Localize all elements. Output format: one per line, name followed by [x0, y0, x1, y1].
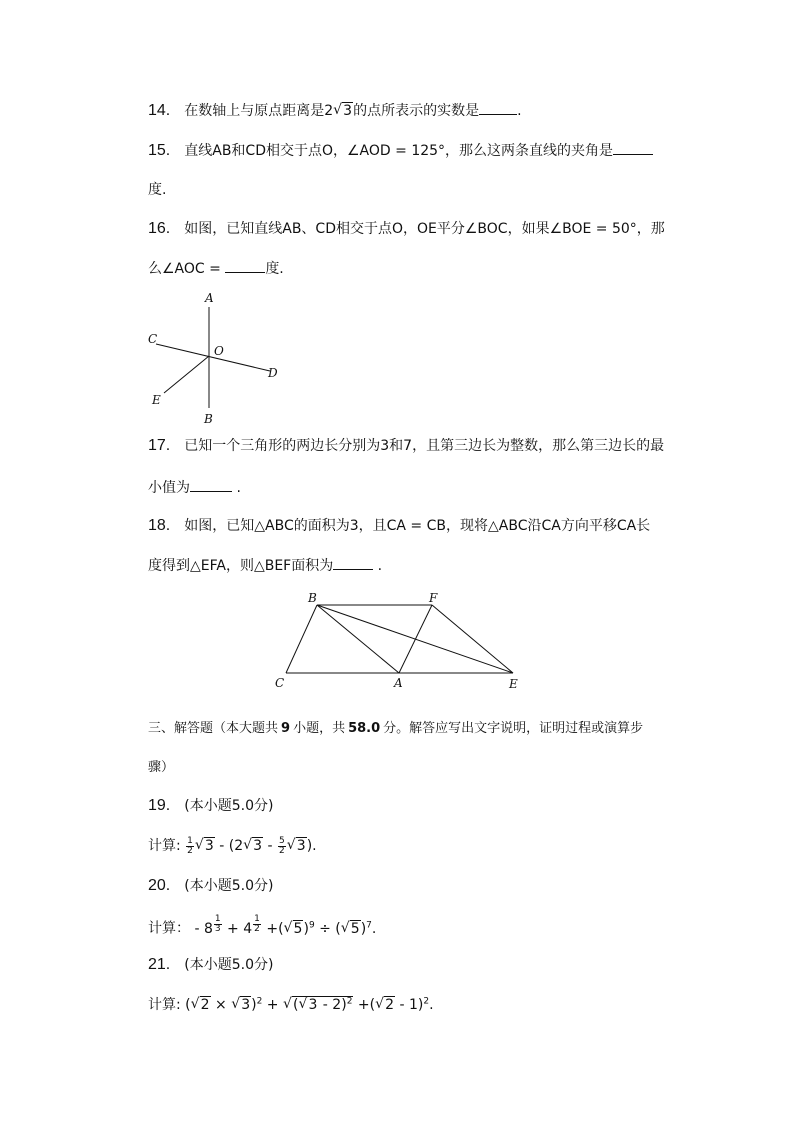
question-16-line2: [148, 258, 284, 279]
calc-label: 计算:: [148, 997, 181, 1013]
answer-blank[interactable]: [613, 140, 653, 155]
question-16: [148, 219, 665, 239]
question-number: 14.: [148, 102, 171, 119]
label-A: A: [205, 291, 214, 305]
section-heading: [148, 719, 643, 739]
question-14: [148, 100, 522, 121]
math-expression: (√ 2 × √ 3)$^2$ + √ (√ 3 - 2)$^2$ +(√ 2 - 1)$^2$.: [185, 997, 433, 1013]
question-number: 21.: [148, 956, 171, 973]
question-19: [148, 796, 273, 816]
question-number: 19.: [148, 797, 171, 814]
label-O: O: [214, 344, 224, 358]
segment-bc: [286, 605, 317, 673]
question-text-cont: 度.: [148, 182, 167, 198]
section-heading-line2: [148, 758, 174, 778]
label-A: A: [394, 676, 403, 690]
question-score: (本小题5.0分): [184, 957, 274, 973]
section-text-cont: 小题，共: [293, 721, 346, 736]
question-text: 如图，已知直线AB、CD相交于点O，OE平分∠BOC，如果∠BOE = 50°，那: [184, 221, 665, 237]
question-15-line2: [148, 180, 166, 200]
section-text-cont2: 分。解答应写出文字说明，证明过程或演算步: [383, 721, 644, 736]
question-text-end: .: [232, 480, 241, 496]
question-text: 如图，已知△ABC的面积为3，且CA = CB，现将△ABC沿CA方向平移CA长: [184, 518, 651, 534]
answer-blank[interactable]: [333, 555, 373, 570]
answer-blank[interactable]: [190, 477, 232, 492]
math-expression: $\frac{1}{2}$ √ 3 - (2√ 3 - $\frac{5}{2}$ √ 3).: [185, 838, 316, 854]
figure-18: [268, 588, 528, 693]
question-number: 20.: [148, 877, 171, 894]
answer-blank[interactable]: [479, 100, 517, 115]
answer-blank[interactable]: [225, 258, 265, 273]
ray-oe: [164, 356, 209, 393]
question-text: 在数轴上与原点距离是2: [184, 103, 334, 119]
segment-ba: [317, 605, 399, 673]
question-number: 18.: [148, 517, 171, 534]
sqrt-symbol: √ 3: [333, 101, 353, 121]
question-17: [148, 436, 664, 456]
segment-fe: [432, 605, 513, 673]
question-18-line2: [148, 555, 382, 576]
figure-16: [140, 288, 290, 428]
question-text-cont: 度得到△EFA，则△BEF面积为: [148, 558, 334, 574]
segment-fa: [399, 605, 432, 673]
question-number: 16.: [148, 220, 171, 237]
line-cd: [156, 344, 270, 371]
question-20-expression: [148, 915, 376, 939]
question-text-end: .: [517, 103, 522, 119]
question-text-cont: 的点所表示的实数是: [353, 103, 480, 119]
label-E: E: [152, 393, 161, 407]
question-score: (本小题5.0分): [184, 878, 274, 894]
question-text: 已知一个三角形的两边长分别为3和7，且第三边长为整数，那么第三边长的最: [184, 438, 665, 454]
question-21: [148, 955, 273, 975]
question-number: 17.: [148, 437, 171, 454]
label-D: D: [268, 366, 278, 380]
label-C: C: [148, 332, 158, 346]
question-15: [148, 140, 653, 161]
math-expression: - 8 $^{\frac{1}{3}}$ + 4 $^{\frac{1}{2}}$ +(√ 5)$^9$ ÷ (√ 5)$^7$.: [194, 921, 376, 937]
question-number: 15.: [148, 142, 171, 159]
question-score: (本小题5.0分): [184, 798, 274, 814]
label-F: F: [429, 591, 438, 605]
question-text-end: .: [373, 558, 383, 574]
question-text-cont: 么∠AOC =: [148, 261, 226, 277]
question-text: 直线AB和CD相交于点O，∠AOD = 125°，那么这两条直线的夹角是: [184, 143, 614, 159]
label-E: E: [509, 677, 518, 691]
label-B: B: [308, 591, 317, 605]
total-score: 58.0: [348, 721, 381, 736]
question-text-end: 度.: [265, 261, 284, 277]
calc-label: 计算:: [148, 838, 181, 854]
question-21-expression: [148, 995, 434, 1015]
question-19-expression: [148, 836, 317, 856]
section-text: 三、解答题（本大题共: [148, 721, 279, 736]
question-20: [148, 876, 273, 896]
question-text-cont: 小值为: [148, 480, 190, 496]
calc-label: 计算：: [148, 920, 190, 937]
question-18: [148, 516, 650, 536]
question-count: 9: [281, 721, 291, 736]
section-text-end: 骤）: [148, 760, 175, 775]
question-17-line2: [148, 477, 241, 498]
label-B: B: [204, 412, 213, 426]
label-C: C: [275, 676, 285, 690]
